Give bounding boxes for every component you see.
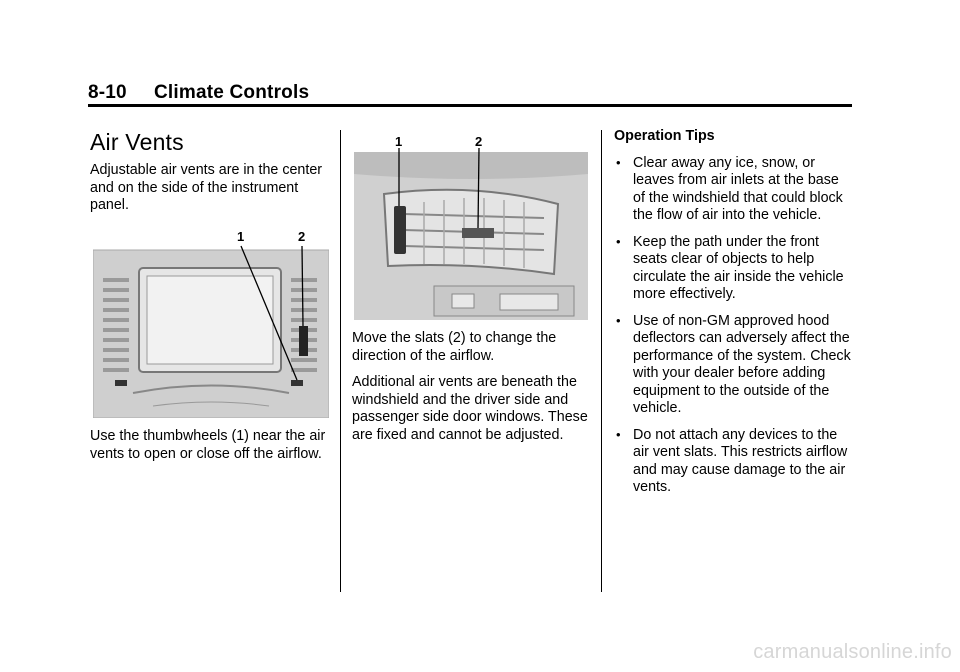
header-rule <box>88 104 852 107</box>
left-column <box>90 128 335 224</box>
figure-callout-1: 1 <box>395 134 403 149</box>
center-vents-illustration <box>93 228 329 418</box>
tip-text: Clear away any ice, snow, or leaves from air inlets at the base of the windshield that could block the flow of air into the vehicle. <box>633 154 843 223</box>
section-title: Air Vents <box>90 129 184 155</box>
figure-callout-2: 2 <box>298 229 306 244</box>
column-divider-1 <box>340 130 341 592</box>
operation-tips-heading: Operation Tips <box>614 128 715 144</box>
column-divider-2 <box>601 130 602 592</box>
page-header <box>88 82 852 104</box>
left-column-caption <box>90 428 335 472</box>
slats-paragraph: Move the slats (2) to change the direction of the airflow. <box>352 330 557 364</box>
operation-tips-list <box>614 155 854 497</box>
tip-text: Do not attach any devices to the air vent slats. This restricts airflow and may cause damage to the air vents. <box>633 426 848 495</box>
list-item <box>614 155 854 225</box>
list-item <box>614 234 854 304</box>
additional-vents-paragraph: Additional air vents are beneath the windshield and the driver side and passenger side door windows. These are fixed and cannot be adjusted. <box>352 374 588 443</box>
right-column <box>614 128 854 506</box>
watermark: carmanualsonline.info <box>753 641 952 663</box>
side-vent-illustration <box>354 134 588 320</box>
tip-text: Keep the path under the front seats clear of objects to help circulate the air inside the vehicle more effectively. <box>633 233 844 302</box>
bullet-icon: • <box>616 233 621 249</box>
bullet-icon: • <box>616 154 621 170</box>
side-vent-figure <box>354 134 588 320</box>
list-item <box>614 427 854 497</box>
middle-column <box>352 330 592 453</box>
tip-text: Use of non-GM approved hood deflectors can adversely affect the performance of the system. Check with your dealer before adding equipment to the outside of the vehicle. <box>633 312 851 416</box>
chapter-title: Climate Controls <box>154 82 310 103</box>
bullet-icon: • <box>616 426 621 442</box>
figure-callout-1: 1 <box>237 229 245 244</box>
thumbwheel-caption: Use the thumbwheels (1) near the air vents to open or close off the airflow. <box>90 428 326 462</box>
list-item <box>614 313 854 418</box>
figure-callout-2: 2 <box>475 134 483 149</box>
page-number: 8-10 <box>88 82 127 103</box>
bullet-icon: • <box>616 312 621 328</box>
intro-paragraph: Adjustable air vents are in the center and on the side of the instrument panel. <box>90 162 323 213</box>
center-vents-figure <box>93 228 329 418</box>
